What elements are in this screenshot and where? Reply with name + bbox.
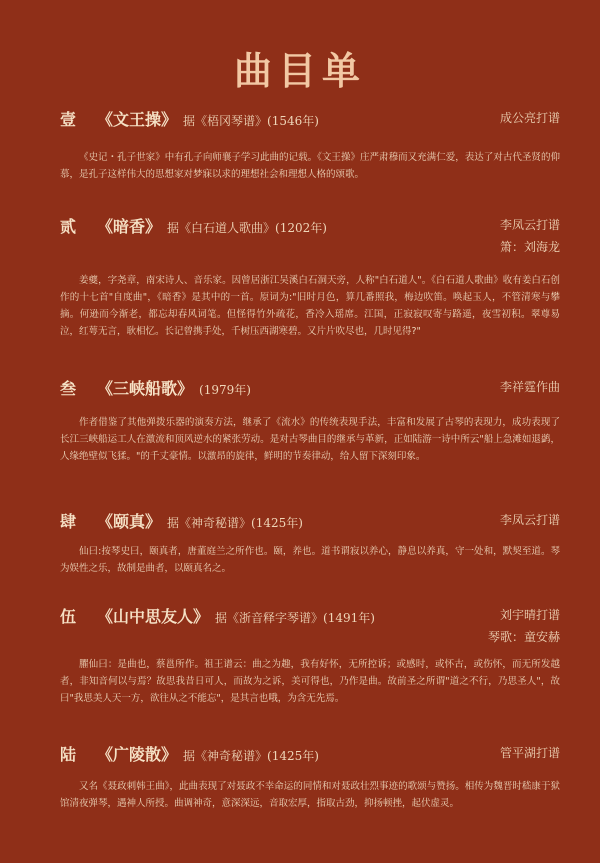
item-title bbox=[97, 214, 327, 237]
piece-source: (1979年) bbox=[199, 383, 251, 397]
item-credit: 成公亮打谱 bbox=[499, 111, 560, 125]
piece-source: 据《白石道人歌曲》(1202年) bbox=[167, 221, 327, 235]
item-description: 臞仙曰：是曲也，蔡邕所作。祖王谱云：曲之为趣，我有好怀，无所控诉；或感时，或怀古，或伤怀，而无所发越者，非知音何以与焉？故思我昔日可人，而故为之诉，美可得也，乃作是曲。故前圣之所谓"道之不行，乃思圣人"，故曰"我思美人天一方，欲往从之不能忘"，是其言也哦，为含无先焉。 bbox=[60, 659, 560, 704]
piece-name: 《山中思友人》 bbox=[97, 607, 210, 626]
program-item-1 bbox=[0, 107, 600, 180]
piece-name: 《三峡船歌》 bbox=[97, 379, 194, 398]
piece-name: 《颐真》 bbox=[97, 512, 162, 531]
program-item-3 bbox=[0, 376, 600, 462]
piece-name: 《文王操》 bbox=[97, 110, 178, 129]
program-item-5 bbox=[0, 604, 600, 704]
program-item-4 bbox=[0, 509, 600, 574]
item-title bbox=[97, 509, 303, 532]
item-credit: 李祥霆作曲 bbox=[499, 380, 560, 394]
program-item-6 bbox=[0, 742, 600, 809]
piece-source: 据《浙音释字琴谱》(1491年) bbox=[215, 611, 375, 625]
program-item-2 bbox=[0, 214, 600, 337]
item-number: 陆 bbox=[60, 745, 77, 764]
item-credit: 刘宇晴打谱 bbox=[499, 608, 560, 622]
item-title bbox=[97, 604, 375, 627]
piece-source: 据《梧冈琴谱》(1546年) bbox=[183, 114, 319, 128]
piece-source: 据《神奇秘谱》(1425年) bbox=[167, 516, 303, 530]
item-credit: 管平湖打谱 bbox=[499, 746, 560, 760]
item-credit: 李凤云打谱 bbox=[499, 513, 560, 527]
piece-name: 《暗香》 bbox=[97, 217, 162, 236]
item-number: 壹 bbox=[60, 110, 77, 129]
item-number: 叁 bbox=[60, 379, 77, 398]
item-description: 《史记・孔子世家》中有孔子向师襄子学习此曲的记载。《文王操》庄严肃穆而又充满仁爱，表达了对古代圣贤的仰慕，是孔子这样伟大的思想家对梦寐以求的理想社会和理想人格的颂歌。 bbox=[60, 152, 560, 180]
piece-name: 《广陵散》 bbox=[97, 745, 178, 764]
item-title bbox=[97, 742, 319, 765]
item-number: 贰 bbox=[60, 217, 77, 236]
page-title: 曲目单 bbox=[233, 48, 366, 93]
item-description: 姜夔，字尧章，南宋诗人、音乐家。因曾居浙江吴溪白石洞天旁，人称"白石道人"。《白石道人歌曲》收有姜白石创作的十七首"自度曲"，《暗香》是其中的一首。原词为:"旧时月色，算几番照我，梅边吹笛。唤起玉人，不管清寒与攀摘。何逊而今渐老，都忘却春风词笔。但怪得竹外疏花，香冷入瑶席。江国，正寂寂叹寄与路遥，夜雪初积。翠尊易泣，红萼无言，耿相忆。长记曾携手处，千树压西湖寒碧。又片片吹尽也，几时见得?" bbox=[60, 275, 560, 337]
item-description: 作者借鉴了其他弹拨乐器的演奏方法，继承了《流水》的传统表现手法，丰富和发展了古琴的表现力，成功表现了长江三峡船运工人在激流和顶风逆水的紧张劳动。是对古琴曲目的继承与革新，正如陆游一诗中所云"船上急滩如退鹢，人缘绝壁似飞猱。"的千丈豪情。以激昂的旋律，鲜明的节奏律动，给人留下深刻印象。 bbox=[60, 417, 560, 462]
item-description: 仙曰:按琴史曰，颐真者，唐董庭兰之所作也。颐，养也。道书谓寂以养心，静息以养真，守一处和，默契至道。琴为娱性之乐，故制是曲者，以颐真名之。 bbox=[60, 546, 560, 574]
item-number: 肆 bbox=[60, 512, 77, 531]
item-credit: 李凤云打谱 bbox=[499, 218, 560, 232]
item-description: 又名《聂政刺韩王曲》，此曲表现了对聂政不幸命运的同情和对聂政壮烈事迹的歌颂与赞扬。相传为魏晋时嵇康于狱馆清夜弹琴，遇神人所授。曲调神奇，意深深远，音取宏厚，指取古劲，抑扬顿挫，起伏虚灵。 bbox=[60, 781, 560, 809]
item-subcredit: 箫：刘海龙 bbox=[499, 240, 560, 254]
item-title bbox=[97, 107, 319, 130]
item-subcredit: 琴歌：童安赫 bbox=[487, 630, 560, 644]
piece-source: 据《神奇秘谱》(1425年) bbox=[183, 749, 319, 763]
item-title bbox=[97, 376, 251, 399]
item-number: 伍 bbox=[60, 607, 77, 626]
